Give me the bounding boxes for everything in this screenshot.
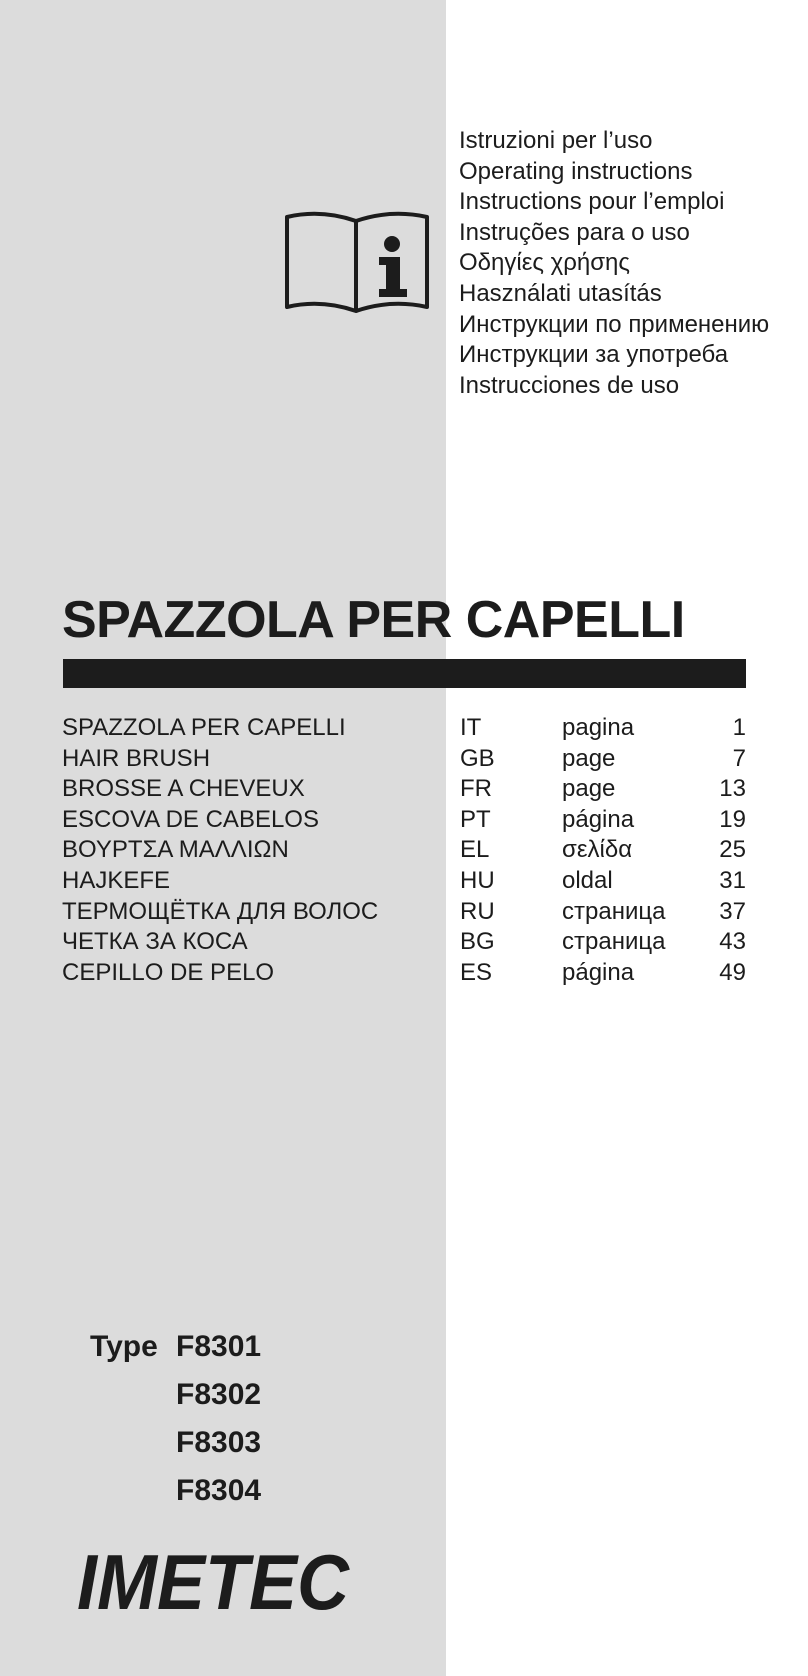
- toc-page-number: 19: [719, 805, 746, 833]
- toc-page-number: 31: [719, 866, 746, 894]
- toc-row[interactable]: [62, 713, 746, 744]
- toc-page-number: 25: [719, 836, 746, 864]
- toc-row[interactable]: [62, 805, 746, 836]
- toc-language-code: PT: [460, 805, 491, 833]
- toc-title: BROSSE A CHEVEUX: [62, 775, 305, 803]
- toc-language-code: BG: [460, 928, 495, 956]
- instructions-item: Istruzioni per l’uso: [459, 127, 653, 154]
- toc-page-number: 1: [732, 714, 746, 741]
- instructions-item: Instructions pour l’emploi: [459, 188, 725, 216]
- type-label: Type: [90, 1330, 158, 1363]
- type-code: F8303: [176, 1426, 262, 1459]
- toc-language-code: EL: [460, 836, 490, 864]
- type-code: F8302: [176, 1378, 262, 1411]
- toc-page-number: 7: [732, 744, 746, 772]
- table-of-contents: [62, 713, 746, 988]
- toc-row[interactable]: [62, 835, 746, 866]
- toc-language-code: HU: [460, 866, 495, 894]
- toc-title: HAJKEFE: [62, 866, 171, 894]
- toc-page-number: 49: [719, 958, 746, 986]
- manual-info-icon: [283, 211, 431, 321]
- instructions-list: [459, 126, 769, 401]
- instructions-item: Instrucciones de uso: [459, 371, 680, 399]
- toc-title: ЧЕТКА ЗА КОСА: [62, 928, 248, 956]
- toc-row[interactable]: [62, 958, 746, 989]
- toc-title: ΒΟΥΡΤΣΑ ΜΑΛΛΙΩΝ: [62, 836, 289, 864]
- instructions-item: Használati utasítás: [459, 279, 662, 307]
- instructions-item: Инструкции за употреба: [459, 341, 729, 369]
- product-title: SPAZZOLA PER CAPELLI: [62, 591, 685, 649]
- toc-page-word: page: [562, 775, 616, 803]
- toc-page-word: oldal: [562, 866, 613, 894]
- title-divider-bar: [63, 659, 746, 688]
- toc-row[interactable]: [62, 774, 746, 805]
- toc-title: SPAZZOLA PER CAPELLI: [62, 714, 346, 741]
- toc-title: HAIR BRUSH: [62, 744, 211, 772]
- toc-page-word: страница: [562, 897, 666, 925]
- toc-page-word: страница: [562, 928, 666, 956]
- toc-language-code: GB: [460, 744, 495, 772]
- toc-language-code: FR: [460, 775, 492, 803]
- toc-title: ТЕРМОЩЁТКА ДЛЯ ВОЛОС: [62, 897, 379, 925]
- type-code: F8304: [176, 1474, 262, 1507]
- toc-page-number: 43: [719, 928, 746, 956]
- toc-language-code: ES: [460, 958, 493, 986]
- type-code: F8301: [176, 1330, 262, 1363]
- toc-row[interactable]: [62, 897, 746, 928]
- toc-page-word: página: [562, 805, 635, 833]
- instructions-item: Инструкции по применению: [459, 310, 770, 338]
- svg-text:IMETEC: IMETEC: [77, 1542, 351, 1622]
- toc-page-word: page: [562, 744, 616, 772]
- toc-page-number: 13: [719, 775, 746, 803]
- toc-page-word: pagina: [562, 714, 635, 741]
- toc-language-code: RU: [460, 897, 495, 925]
- toc-page-number: 37: [719, 897, 746, 925]
- imetec-logo: [77, 1542, 353, 1622]
- instructions-item: Οδηγίες χρήσης: [459, 249, 630, 277]
- toc-row[interactable]: [62, 744, 746, 775]
- toc-language-code: IT: [460, 714, 482, 741]
- toc-row[interactable]: [62, 927, 746, 958]
- toc-title: CEPILLO DE PELO: [62, 958, 275, 986]
- toc-page-word: σελίδα: [562, 836, 633, 864]
- instructions-item: Instruções para o uso: [459, 218, 690, 246]
- toc-page-word: página: [562, 958, 635, 986]
- toc-row[interactable]: [62, 866, 746, 897]
- toc-title: ESCOVA DE CABELOS: [62, 805, 319, 833]
- instructions-item: Operating instructions: [459, 157, 693, 185]
